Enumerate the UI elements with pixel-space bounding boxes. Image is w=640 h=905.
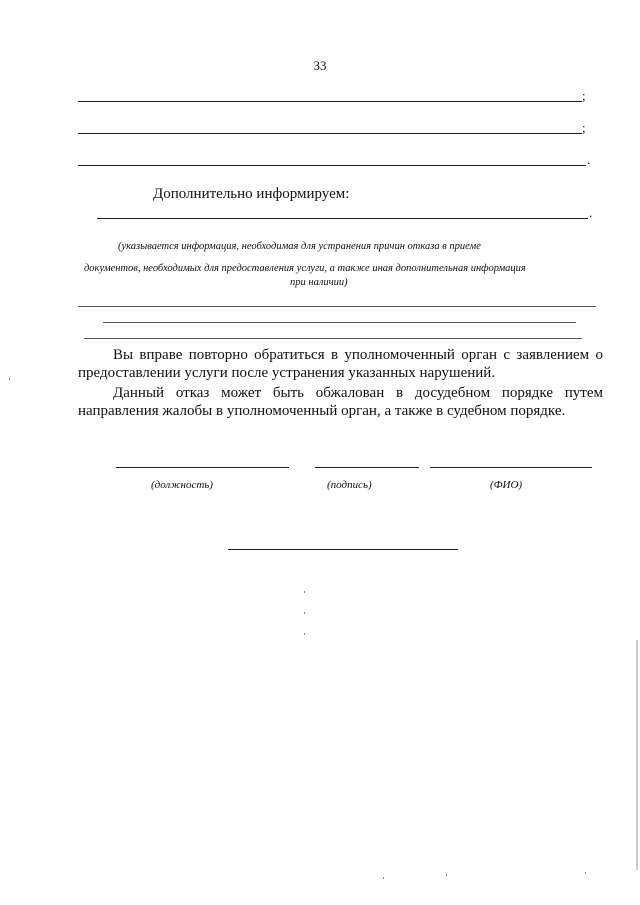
additional-info-end-mark: . bbox=[589, 205, 593, 220]
line-end-mark-2: ; bbox=[582, 120, 586, 135]
appeal-paragraph-line-1: Данный отказ может быть обжалован в досудебном порядке путем bbox=[113, 385, 603, 401]
page-number: 33 bbox=[313, 58, 327, 73]
name-signature-line bbox=[430, 467, 592, 468]
line-end-mark-3: . bbox=[587, 152, 591, 167]
line-end-mark-1: ; bbox=[582, 88, 586, 103]
position-label: (должность) bbox=[151, 479, 213, 491]
name-label: (ФИО) bbox=[490, 479, 523, 491]
scan-speck bbox=[304, 612, 305, 614]
reapply-paragraph-line-1: Вы вправе повторно обратиться в уполномоченный орган с заявлением о bbox=[113, 347, 603, 363]
scan-speck bbox=[304, 633, 305, 635]
additional-info-hint-line-3: при наличии) bbox=[290, 277, 348, 288]
signature-line bbox=[315, 467, 419, 468]
blank-line-2 bbox=[78, 133, 582, 134]
scan-speck bbox=[585, 872, 586, 874]
blank-line-3 bbox=[78, 165, 586, 166]
appeal-paragraph-line-2: направления жалобы в уполномоченный орган, а также в судебном порядке. bbox=[78, 403, 566, 419]
signature-label: (подпись) bbox=[327, 479, 372, 491]
scan-speck bbox=[304, 591, 305, 593]
reapply-paragraph-line-2: предоставлении услуги после устранения указанных нарушений. bbox=[78, 365, 496, 381]
blank-line-1 bbox=[78, 101, 582, 102]
info-continuation-line-2 bbox=[103, 322, 576, 323]
additional-info-hint-line-2: документов, необходимых для предоставления услуги, а также иная дополнительная информация bbox=[84, 263, 526, 274]
scan-speck bbox=[383, 877, 384, 879]
info-continuation-line-1 bbox=[78, 306, 596, 307]
scan-speck bbox=[9, 378, 10, 380]
additional-info-hint-line-1: (указывается информация, необходимая для устранения причин отказа в приеме bbox=[118, 241, 481, 252]
closing-separator-line bbox=[228, 549, 458, 550]
additional-info-line bbox=[97, 218, 588, 219]
page-edge-shadow bbox=[636, 640, 638, 870]
additional-info-heading: Дополнительно информируем: bbox=[153, 186, 350, 202]
scan-speck bbox=[446, 874, 447, 876]
info-continuation-line-3 bbox=[84, 338, 582, 339]
position-signature-line bbox=[116, 467, 289, 468]
